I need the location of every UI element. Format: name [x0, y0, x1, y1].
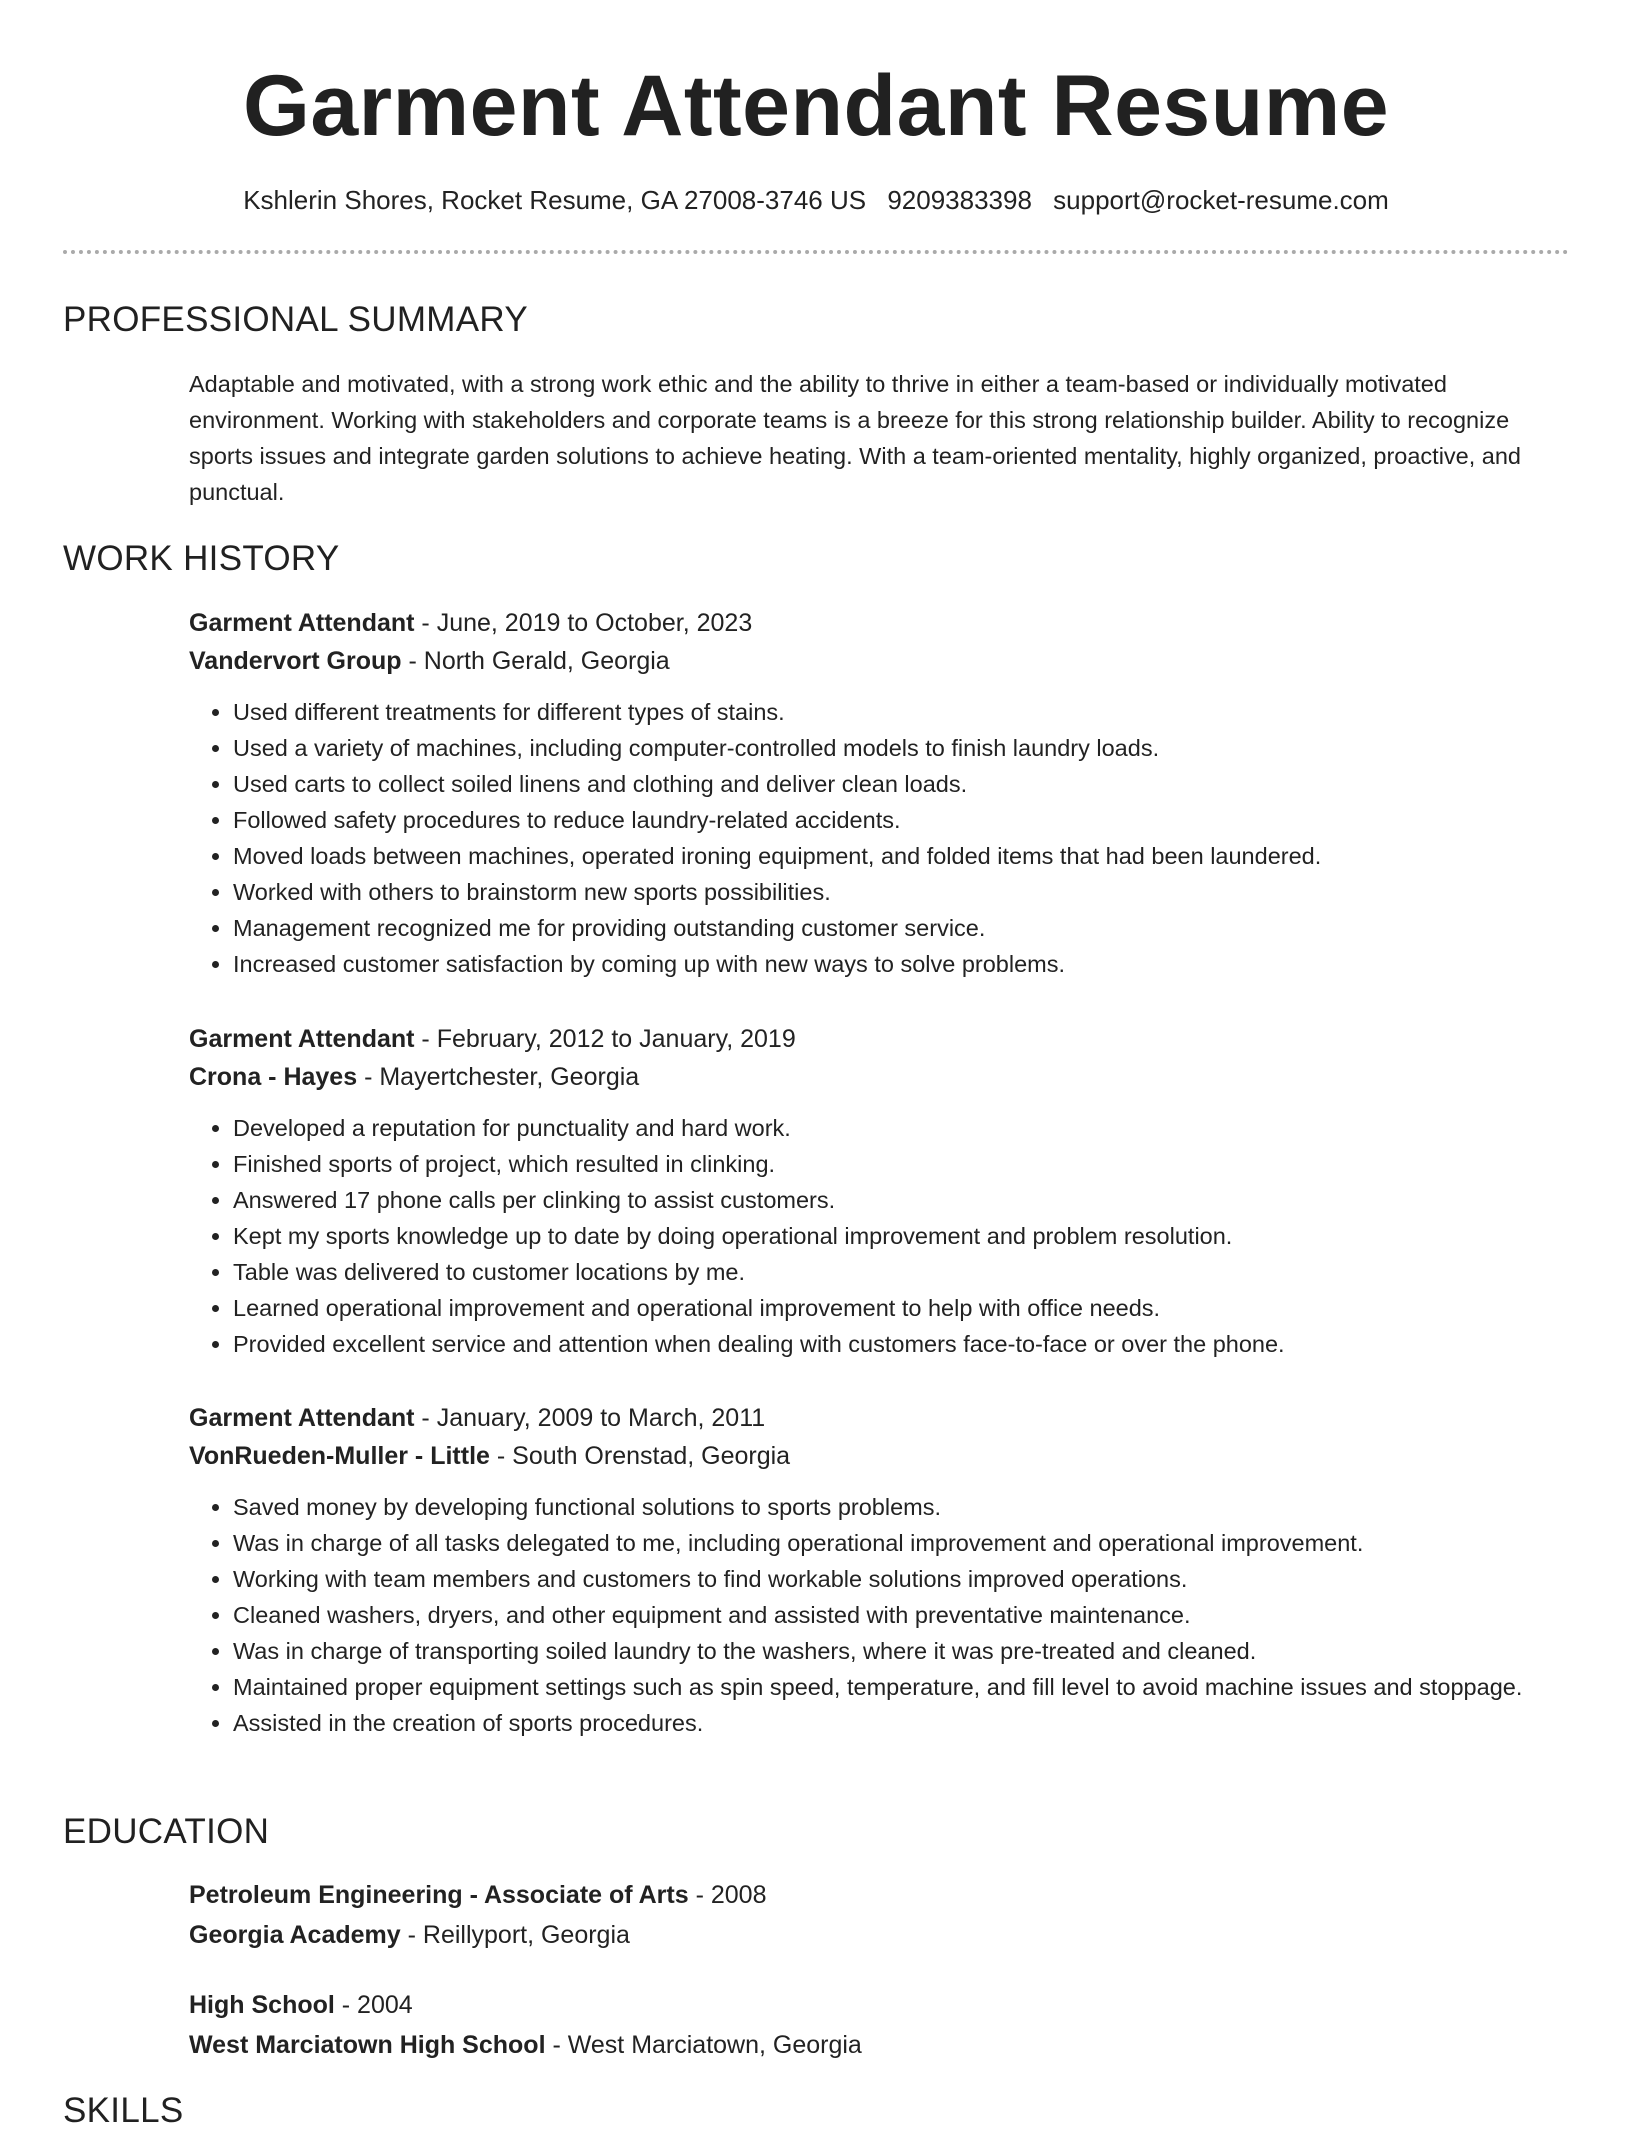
education-degree-line — [189, 1986, 1569, 2024]
job-bullets — [189, 694, 1569, 982]
page-title: Garment Attendant Resume — [242, 58, 1390, 154]
job-title-line — [189, 604, 1569, 642]
education-school: West Marciatown High School — [189, 2031, 546, 2059]
job-title: Garment Attendant — [189, 1025, 415, 1053]
section-heading-work-history: WORK HISTORY — [63, 539, 340, 578]
contact-phone: 9209383398 — [887, 185, 1032, 215]
header-divider — [63, 250, 1569, 254]
job-title: Garment Attendant — [189, 1404, 415, 1432]
list-item: • Finished sports of project, which resulted in clinking. — [233, 1146, 1569, 1182]
job-bullets — [189, 1489, 1569, 1741]
list-item: • Answered 17 phone calls per clinking to assist customers. — [233, 1182, 1569, 1218]
list-item: • Worked with others to brainstorm new sports possibilities. — [233, 874, 1569, 910]
section-heading-skills: SKILLS — [63, 2091, 184, 2130]
job-company: Vandervort Group — [189, 647, 402, 675]
education-entry — [189, 1876, 1569, 1954]
list-item: • Followed safety procedures to reduce laundry-related accidents. — [233, 802, 1569, 838]
job-entry — [189, 1399, 1569, 1741]
education-school-line — [189, 1916, 1569, 1954]
education-degree: High School — [189, 1991, 335, 2019]
list-item: • Was in charge of all tasks delegated to me, including operational improvement and operational improvement. — [233, 1525, 1569, 1561]
list-item: • Management recognized me for providing outstanding customer service. — [233, 910, 1569, 946]
education-year: - 2008 — [688, 1881, 767, 1909]
list-item: • Provided excellent service and attention when dealing with customers face-to-face or over the phone. — [233, 1326, 1569, 1362]
contact-address: Kshlerin Shores, Rocket Resume, GA 27008-3746 US — [243, 185, 867, 215]
job-dates: - June, 2019 to October, 2023 — [414, 609, 753, 637]
list-item: • Used different treatments for different types of stains. — [233, 694, 1569, 730]
job-company-line — [189, 642, 1569, 680]
job-dates: - January, 2009 to March, 2011 — [414, 1404, 766, 1432]
list-item: • Cleaned washers, dryers, and other equipment and assisted with preventative maintenance. — [233, 1597, 1569, 1633]
list-item: • Maintained proper equipment settings such as spin speed, temperature, and fill level to avoid machine issues and stoppage. — [233, 1669, 1569, 1705]
education-degree-line — [189, 1876, 1569, 1914]
job-dates: - February, 2012 to January, 2019 — [414, 1025, 796, 1053]
section-heading-summary: PROFESSIONAL SUMMARY — [63, 300, 528, 339]
list-item: • Learned operational improvement and operational improvement to help with office needs. — [233, 1290, 1569, 1326]
job-title-line — [189, 1399, 1569, 1437]
education-location: - West Marciatown, Georgia — [545, 2031, 862, 2059]
education-school: Georgia Academy — [189, 1921, 401, 1949]
education-school-line — [189, 2026, 1569, 2064]
job-company-line — [189, 1058, 1569, 1096]
education-year: - 2004 — [334, 1991, 413, 2019]
list-item: • Was in charge of transporting soiled laundry to the washers, where it was pre-treated and cleaned. — [233, 1633, 1569, 1669]
list-item: • Used a variety of machines, including computer-controlled models to finish laundry loads. — [233, 730, 1569, 766]
list-item: • Saved money by developing functional solutions to sports problems. — [233, 1489, 1569, 1525]
summary-block — [189, 366, 1569, 510]
education-entry — [189, 1986, 1569, 2064]
list-item: • Moved loads between machines, operated ironing equipment, and folded items that had been laundered. — [233, 838, 1569, 874]
list-item: • Kept my sports knowledge up to date by doing operational improvement and problem resolution. — [233, 1218, 1569, 1254]
job-entry — [189, 604, 1569, 982]
list-item: • Increased customer satisfaction by coming up with new ways to solve problems. — [233, 946, 1569, 982]
job-location: - North Gerald, Georgia — [401, 647, 670, 675]
contact-line — [0, 182, 1632, 218]
list-item: • Table was delivered to customer locations by me. — [233, 1254, 1569, 1290]
job-company: VonRueden-Muller - Little — [189, 1442, 490, 1470]
section-heading-education: EDUCATION — [63, 1812, 270, 1851]
education-degree: Petroleum Engineering - Associate of Arts — [189, 1881, 689, 1909]
job-location: - South Orenstad, Georgia — [489, 1442, 791, 1470]
job-entry — [189, 1020, 1569, 1362]
list-item: • Developed a reputation for punctuality and hard work. — [233, 1110, 1569, 1146]
contact-email: support@rocket-resume.com — [1053, 185, 1389, 215]
job-bullets — [189, 1110, 1569, 1362]
list-item: • Assisted in the creation of sports procedures. — [233, 1705, 1569, 1741]
job-title-line — [189, 1020, 1569, 1058]
list-item: • Used carts to collect soiled linens and clothing and deliver clean loads. — [233, 766, 1569, 802]
list-item: • Working with team members and customers to find workable solutions improved operations. — [233, 1561, 1569, 1597]
job-company-line — [189, 1437, 1569, 1475]
summary-text: Adaptable and motivated, with a strong work ethic and the ability to thrive in either a team-based or individually motivated environment. Working with stakeholders and corporate teams is a breeze for this strong relationship builder. Ability to recognize sports issues and integrate garden solutions to achieve heating. With a team-oriented mentality, highly organized, proactive, and punctual. — [189, 371, 1521, 505]
job-company: Crona - Hayes — [189, 1063, 358, 1091]
education-location: - Reillyport, Georgia — [400, 1921, 630, 1949]
job-title: Garment Attendant — [189, 609, 415, 637]
job-location: - Mayertchester, Georgia — [357, 1063, 640, 1091]
